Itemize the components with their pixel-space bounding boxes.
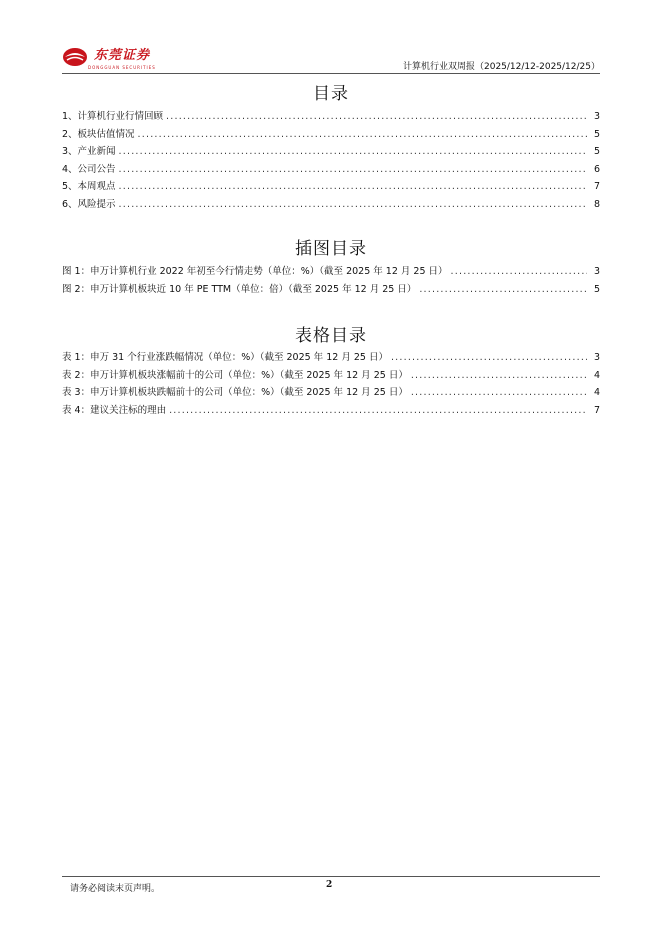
table-entry-page: 4 xyxy=(593,369,600,381)
toc-entry-page: 7 xyxy=(593,181,600,193)
toc-entry-label: 3、产业新闻 xyxy=(62,146,116,158)
figures-heading: 插图目录 xyxy=(295,239,367,259)
toc-entry[interactable] xyxy=(62,143,600,161)
toc-entry[interactable] xyxy=(62,108,600,126)
toc-entry[interactable] xyxy=(62,196,600,214)
logo-wordmark: 东莞证券 xyxy=(94,48,151,63)
table-entry[interactable] xyxy=(62,384,600,402)
toc-entry-label: 6、风险提示 xyxy=(62,198,116,210)
toc-entry-page: 6 xyxy=(593,163,600,175)
dot-leader xyxy=(391,352,587,363)
table-entry-label: 表 1：申万 31 个行业涨跌幅情况（单位：%）（截至 2025 年 12 月 25 日） xyxy=(62,352,388,363)
toc-entry-page: 8 xyxy=(593,198,600,210)
toc-heading: 目录 xyxy=(313,84,349,104)
page-header xyxy=(62,40,600,73)
figure-entry-page: 5 xyxy=(593,283,600,295)
logo-subtext: DONGGUAN SECURITIES xyxy=(88,65,156,70)
toc-entry-label: 4、公司公告 xyxy=(62,163,116,175)
toc-entry-page: 5 xyxy=(593,146,600,158)
table-entry[interactable] xyxy=(62,402,600,420)
dot-leader xyxy=(411,370,587,381)
dot-leader xyxy=(451,266,587,277)
table-entry[interactable] xyxy=(62,349,600,367)
figure-entry-label: 图 1：申万计算机行业 2022 年初至今行情走势（单位：%）（截至 2025 年 12 月 25 日） xyxy=(62,266,448,277)
toc-entry-label: 1、计算机行业行情回顾 xyxy=(62,111,164,122)
tables-heading: 表格目录 xyxy=(295,326,367,346)
dot-leader xyxy=(119,146,587,157)
toc-entry[interactable] xyxy=(62,178,600,196)
table-entry-label: 表 2：申万计算机板块涨幅前十的公司（单位：%）（截至 2025 年 12 月 25 日） xyxy=(62,369,408,381)
table-entry-page: 3 xyxy=(593,352,600,363)
report-title: 计算机行业双周报（2025/12/12-2025/12/25） xyxy=(403,62,600,72)
table-entry-page: 4 xyxy=(593,387,600,399)
company-logo xyxy=(62,44,156,70)
toc-entry-label: 2、板块估值情况 xyxy=(62,128,135,140)
table-entry-page: 7 xyxy=(593,404,600,416)
page-number: 2 xyxy=(326,880,333,890)
table-entry-label: 表 3：申万计算机板块跌幅前十的公司（单位：%）（截至 2025 年 12 月 25 日） xyxy=(62,387,408,399)
figures-list xyxy=(62,263,600,298)
toc-entry-page: 3 xyxy=(593,111,600,122)
toc-entry[interactable] xyxy=(62,161,600,179)
figure-entry[interactable] xyxy=(62,263,600,281)
figure-entry[interactable] xyxy=(62,281,600,299)
header-divider xyxy=(62,73,600,74)
toc-entry-page: 5 xyxy=(593,128,600,140)
dot-leader xyxy=(169,405,587,416)
tables-list xyxy=(62,349,600,419)
dot-leader xyxy=(411,387,587,398)
dongguan-securities-logo-icon xyxy=(62,46,88,68)
figure-entry-label: 图 2：申万计算机板块近 10 年 PE TTM（单位：倍）（截至 2025 年 12 月 25 日） xyxy=(62,283,417,295)
dot-leader xyxy=(119,181,587,192)
dot-leader xyxy=(119,164,587,175)
dot-leader xyxy=(419,284,587,295)
dot-leader xyxy=(166,111,587,122)
table-entry-label: 表 4：建议关注标的理由 xyxy=(62,404,167,416)
table-entry[interactable] xyxy=(62,367,600,385)
toc-entry[interactable] xyxy=(62,126,600,144)
disclaimer-note: 请务必阅读末页声明。 xyxy=(70,884,161,894)
footer-divider xyxy=(62,876,600,877)
toc-entry-label: 5、本周观点 xyxy=(62,181,116,193)
toc-list xyxy=(62,108,600,214)
dot-leader xyxy=(138,129,587,140)
figure-entry-page: 3 xyxy=(593,266,600,277)
dot-leader xyxy=(119,199,587,210)
